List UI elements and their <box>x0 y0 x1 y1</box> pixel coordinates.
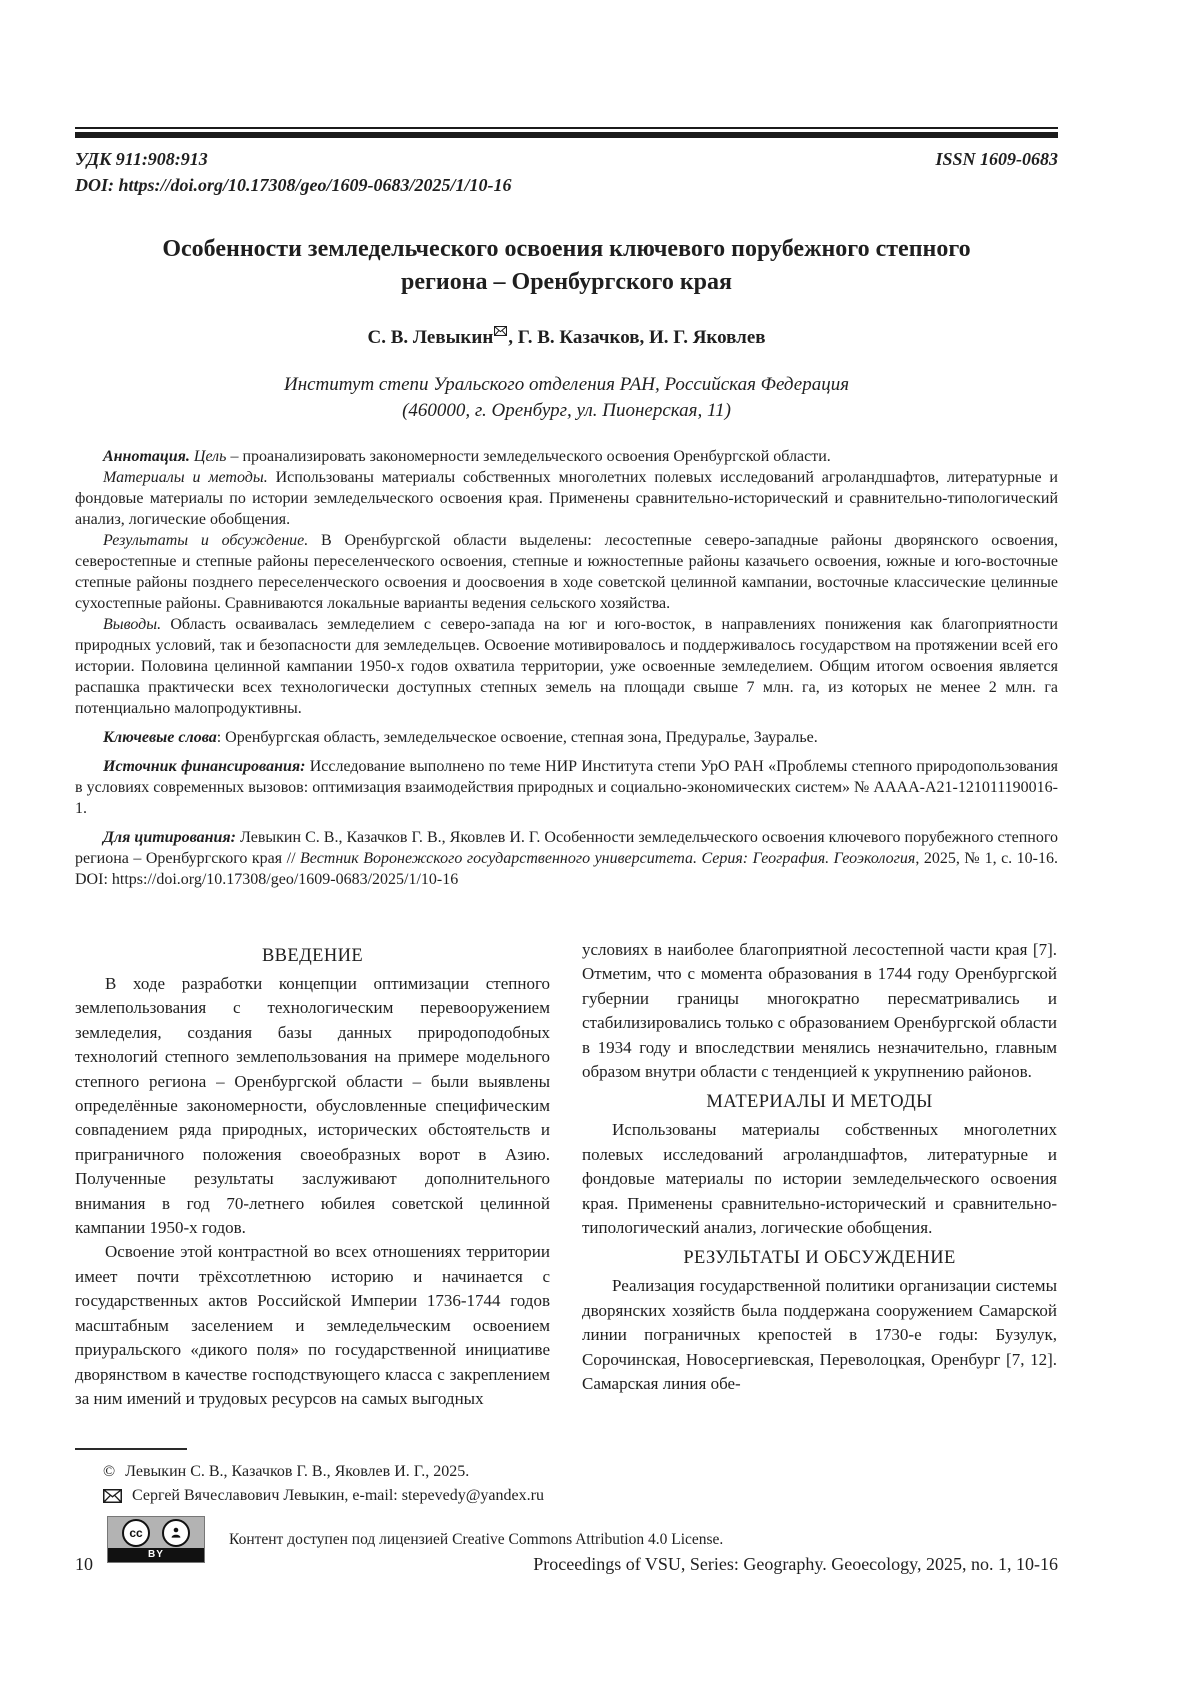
affiliation-line2: (460000, г. Оренбург, ул. Пионерская, 11) <box>402 400 731 421</box>
abstract-results: Результаты и обсуждение. В Оренбургской области выделены: лесостепные северо-западные районы дворянского освоения, северостепные и степные районы переселенческого освоения, степные и южностепные районы казачьего освоения, южные и юго-восточные степные районы позднего переселенческого освоения и доосвоения в ходе советской целинной кампании, восточные классические целинные сухостепные районы. Сравниваются локальные варианты ведения сельского хозяйства. <box>75 532 1059 612</box>
abstract-methods: Материалы и методы. Использованы материалы собственных многолетних полевых исследований агроландшафтов, литературные и фондовые материалы по истории земледельческого освоения края. Применены сравнительно-исторический и сравнительно-типологический анализ, логические обобщения. <box>75 469 1058 528</box>
cc-icon: cc <box>122 1519 150 1547</box>
abstract-goal: Аннотация. Цель – проанализировать закономерности земледельческого освоения Оренбургской области. <box>103 448 831 465</box>
keywords-line: Ключевые слова: Оренбургская область, земледельческое освоение, степная зона, Предуралье, Зауралье. <box>103 729 818 746</box>
intro-paragraph-1: В ходе разработки концепции оптимизации степного землепользования с технологическим перевооружением земледелия, создания базы данных природоподобных технологий степного землепользования на примере модельного степного региона – Оренбургской области – были выявлены определённые закономерности, обусловленные специфическим совпадением ряда природных, исторических обстоятельств и приграничного положения своеобразных ворот в Азию. Полученные результаты заслуживают дополнительного внимания в год 70-летнего юбилея советской целинной кампании 1950-х годов. <box>75 974 550 1238</box>
section-heading-materials: МАТЕРИАЛЫ И МЕТОДЫ <box>706 1092 933 1113</box>
cc-by-label: BY <box>108 1548 204 1562</box>
copyright-text: Левыкин С. В., Казачков Г. В., Яковлев И. Г., 2025. <box>125 1463 470 1480</box>
left-column <box>75 938 550 1411</box>
issn-code: ISSN 1609-0683 <box>935 149 1058 169</box>
continuation-paragraph: условиях в наиболее благоприятной лесостепной части края [7]. Отметим, что с момента образования в 1744 году Оренбургской губернии границы многократно пересматривались и стабилизировались только с образованием Оренбургской области в 1934 году и впоследствии менялись незначительно, главным образом внутри области с тенденцией к укрупнению районов. <box>582 940 1057 1082</box>
section-heading-results: РЕЗУЛЬТАТЫ И ОБСУЖДЕНИЕ <box>683 1248 956 1269</box>
udc-code: УДК 911:908:913 <box>75 149 208 169</box>
footnote-rule <box>75 1448 187 1450</box>
contact-text: Сергей Вячеславович Левыкин, e-mail: stepevedy@yandex.ru <box>132 1487 544 1504</box>
affiliation-line1: Институт степи Уральского отделения РАН, Российская Федерация <box>283 374 850 395</box>
authors-line <box>75 326 1058 349</box>
funding-line: Источник финансирования: Исследование выполнено по теме НИР Института степи УрО РАН «Проблемы степного природопользования в условиях современных вызовов: оптимизация взаимодействия природных и социально-экономических систем» № АААА-А21-121011190016-1. <box>75 758 1058 817</box>
contact-line <box>75 1484 1058 1508</box>
authors-rest: , Г. В. Казачков, И. Г. Яковлев <box>508 327 766 348</box>
intro-paragraph-2: Освоение этой контрастной во всех отношениях территории имеет почти трёхсотлетнюю историю и начинается с государственных актов Российской Империи 1736-1744 годов масштабным заселением и земледельческим освоением приуральского «дикого поля» по государственной инициативе дворянством в качестве господствующего класса с закреплением за ним имений и трудовых ресурсов на самых выгодных <box>75 1242 550 1408</box>
results-paragraph: Реализация государственной политики организации системы дворянских хозяйств была поддержана сооружением Самарской линии пограничных крепостей в 1730-е годы: Бузулук, Сорочинская, Новосергиевская, Переволоцкая, Оренбург [7, 12]. Самарская линия обе- <box>582 1276 1057 1394</box>
page-footer <box>75 1554 1058 1575</box>
person-icon <box>162 1519 190 1547</box>
abstract-block <box>75 446 1058 890</box>
page-number: 10 <box>75 1554 93 1574</box>
license-text: Контент доступен под лицензией Creative Commons Attribution 4.0 License. <box>229 1530 724 1548</box>
footnote-block <box>75 1448 1058 1563</box>
author-name: С. В. Левыкин <box>367 327 494 348</box>
citation-line: Для цитирования: Левыкин С. В., Казачков Г. В., Яковлев И. Г. Особенности земледельческого освоения ключевого порубежного степного региона – Оренбургского края // Вестник Воронежского государственного университета. Серия: География. Геоэкология, 2025, № 1, с. 10-16. DOI: https://doi.org/10.17308/geo/1609-0683/2025/1/10-16 <box>75 829 1059 888</box>
article-title: Особенности земледельческого освоения ключевого порубежного степного региона – Оренбургского края <box>162 236 971 295</box>
body-columns <box>75 938 1058 1411</box>
abstract-conclusions: Выводы. Область осваивалась земледелием с северо-запада на юг и юго-восток, в направлениях понижения как благоприятности природных условий, так и безопасности для земледельцев. Освоение мотивировалось и поддерживалось государством на протяжении всей его истории. Половина целинной кампании 1950-х годов охватила территории, уже освоенные земледелием. Общим итогом освоения является распашка практически всех технологически доступных степных земель на площади свыше 7 млн. га, из которых не менее 2 млн. га потенциально малопродуктивны. <box>75 616 1058 717</box>
copyright-icon: © <box>103 1463 116 1480</box>
right-column <box>582 938 1057 1411</box>
materials-paragraph: Использованы материалы собственных многолетних полевых исследований агроландшафтов, литературные и фондовые материалы по истории земледельческого освоения края. Применены сравнительно-исторический и сравнительно-типологический анализ, логические обобщения. <box>582 1120 1057 1238</box>
header-rule <box>75 0 1058 138</box>
section-heading-introduction: ВВЕДЕНИЕ <box>261 946 364 966</box>
doi-line: DOI: https://doi.org/10.17308/geo/1609-0683/2025/1/10-16 <box>75 175 512 195</box>
copyright-line <box>75 1460 1058 1484</box>
email-envelope-icon <box>494 326 507 336</box>
journal-reference: Proceedings of VSU, Series: Geography. Geoecology, 2025, no. 1, 10-16 <box>533 1554 1058 1574</box>
envelope-icon <box>103 1489 122 1503</box>
